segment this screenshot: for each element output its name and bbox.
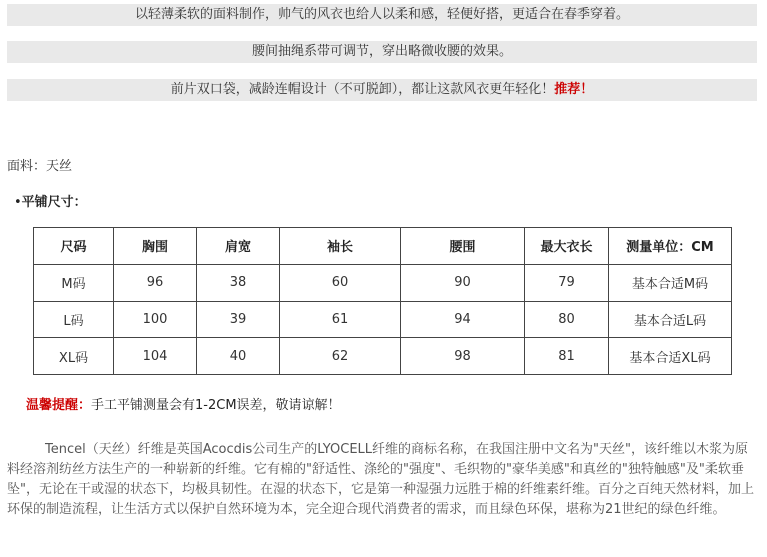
header-cell-waist: 腰围 bbox=[401, 228, 525, 265]
size-table bbox=[33, 227, 732, 375]
table-cell: 60 bbox=[280, 264, 401, 301]
table-cell: 38 bbox=[197, 264, 280, 301]
warning-label: 温馨提醒： bbox=[26, 398, 92, 413]
table-cell: 81 bbox=[525, 338, 609, 375]
header-cell-length: 最大衣长 bbox=[525, 228, 609, 265]
table-cell: 94 bbox=[401, 301, 525, 338]
warning-note bbox=[26, 394, 341, 413]
table-cell: 61 bbox=[280, 301, 401, 338]
recommend-highlight: 推荐！ bbox=[554, 82, 594, 97]
table-cell: XL码 bbox=[34, 338, 114, 375]
table-cell: 基本合适M码 bbox=[609, 264, 732, 301]
table-cell: 100 bbox=[114, 301, 197, 338]
intro-banner-1: 以轻薄柔软的面料制作，帅气的风衣也给人以柔和感，轻便好搭，更适合在春季穿着。 bbox=[7, 4, 757, 26]
table-cell: 98 bbox=[401, 338, 525, 375]
table-cell: 39 bbox=[197, 301, 280, 338]
table-cell: M码 bbox=[34, 264, 114, 301]
flat-size-title bbox=[14, 191, 87, 210]
table-row bbox=[34, 301, 732, 338]
size-table-header-row bbox=[34, 228, 732, 265]
table-cell: 104 bbox=[114, 338, 197, 375]
flat-size-title-text: 平铺尺寸： bbox=[21, 195, 87, 210]
table-cell: L码 bbox=[34, 301, 114, 338]
header-cell-size: 尺码 bbox=[34, 228, 114, 265]
table-cell: 90 bbox=[401, 264, 525, 301]
table-cell: 基本合适L码 bbox=[609, 301, 732, 338]
table-cell: 62 bbox=[280, 338, 401, 375]
table-cell: 基本合适XL码 bbox=[609, 338, 732, 375]
intro-banner-3-text: 前片双口袋，减龄连帽设计（不可脱卸），都让这款风衣更年轻化！ bbox=[170, 82, 555, 97]
header-cell-unit: 测量单位：CM bbox=[609, 228, 732, 265]
header-cell-shoulder: 肩宽 bbox=[197, 228, 280, 265]
intro-banner-3 bbox=[7, 79, 757, 101]
fabric-description: Tencel（天丝）纤维是英国Acocdis公司生产的LYOCELL纤维的商标名称，在我国注册中文名为"天丝"，该纤维以木浆为原料经溶剂纺丝方法生产的一种崭新的纤维。它有棉的"舒适性、涤纶的"强度"、毛织物的"豪华美感"和真丝的"独特触感"及"柔软垂坠"，无论在干或湿的状态下，均极具韧性。在湿的状态下，它是第一种湿强力远胜于棉的纤维素纤维。百分之百纯天然材料，加上环保的制造流程，让生活方式以保护自然环境为本，完全迎合现代消费者的需求，而且绿色环保，堪称为21世纪的绿色纤维。 bbox=[7, 442, 754, 517]
header-cell-chest: 胸围 bbox=[114, 228, 197, 265]
table-cell: 79 bbox=[525, 264, 609, 301]
table-cell: 40 bbox=[197, 338, 280, 375]
table-cell: 80 bbox=[525, 301, 609, 338]
table-row bbox=[34, 264, 732, 301]
intro-banner-2: 腰间抽绳系带可调节，穿出略微收腰的效果。 bbox=[7, 41, 757, 63]
fabric-label: 面料：天丝 bbox=[7, 159, 73, 174]
bullet: • bbox=[14, 195, 22, 210]
warning-text: 手工平铺测量会有1-2CM误差，敬请谅解！ bbox=[91, 398, 341, 413]
header-cell-sleeve: 袖长 bbox=[280, 228, 401, 265]
table-row bbox=[34, 338, 732, 375]
table-cell: 96 bbox=[114, 264, 197, 301]
